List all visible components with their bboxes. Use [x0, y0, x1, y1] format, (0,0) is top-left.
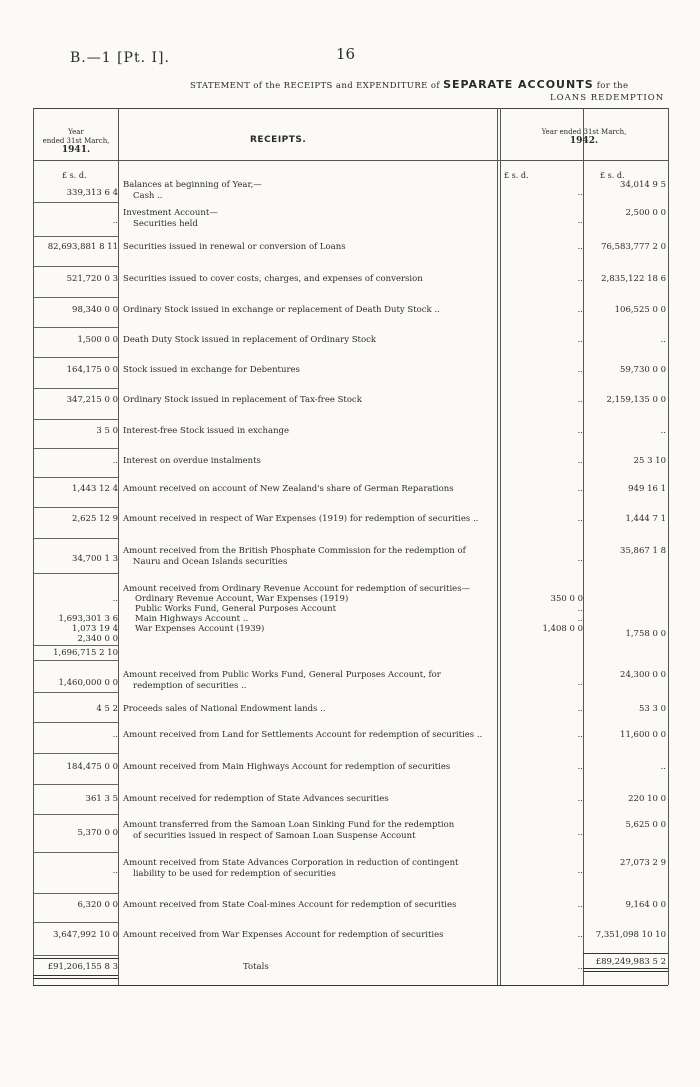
- column-header-1941: [34, 128, 118, 155]
- receipts-header: RECEIPTS.: [250, 135, 307, 145]
- value-1942: 949 16 1: [628, 484, 666, 494]
- row-divider: [33, 814, 118, 815]
- col-1942-year: 1942.: [569, 136, 599, 146]
- row-divider: [33, 784, 118, 785]
- value-1942: 53 3 0: [638, 704, 666, 714]
- row-description: Amount received from Land for Settlements Account for redemption of securities ..: [123, 730, 483, 740]
- row-divider: [33, 955, 118, 956]
- total-rule: [583, 968, 668, 969]
- total-rule: [583, 971, 668, 972]
- value-1941: 5,370 0 0: [77, 828, 118, 838]
- value-mid: ..: [577, 604, 583, 614]
- line-description: Public Works Fund, General Purposes Account: [135, 604, 337, 614]
- value-1942: 59,730 0 0: [620, 365, 666, 375]
- value-1942: 2,159,135 0 0: [606, 395, 666, 405]
- column-rule: [583, 108, 584, 985]
- column-rule: [497, 108, 498, 985]
- value-1941: 347,215 0 0: [66, 395, 118, 405]
- col-1941-year: 1941.: [61, 145, 91, 155]
- total-1941: £91,206,155 8 3: [47, 962, 118, 972]
- value-1942: 2,500 0 0: [625, 208, 666, 218]
- value-1941: 82,693,881 8 11: [47, 242, 118, 252]
- row-description-cont: liability to be used for redemption of securities: [133, 869, 336, 879]
- row-description: Amount received from State Coal-mines Account for redemption of securities: [123, 900, 457, 910]
- unit-mid: £ s. d.: [504, 171, 529, 180]
- value-mid: ..: [577, 866, 583, 876]
- row-description: Amount received from the British Phosphate Commission for the redemption of: [123, 546, 466, 556]
- value-1941: 2,340 0 0: [77, 634, 118, 644]
- total-rule: [33, 975, 118, 976]
- value-mid: ..: [577, 900, 583, 910]
- row-description-cont: of securities issued in respect of Samoan Loan Suspense Account: [133, 831, 416, 841]
- value-1941: 164,175 0 0: [66, 365, 118, 375]
- row-divider: [33, 419, 118, 420]
- title-bold: SEPARATE ACCOUNTS: [443, 78, 594, 91]
- row-description: Amount received from Public Works Fund, General Purposes Account, for: [123, 670, 441, 680]
- value-1942: 11,600 0 0: [620, 730, 666, 740]
- value-1941: ..: [112, 866, 118, 876]
- row-divider: [33, 388, 118, 389]
- value-mid: 350 0 0: [550, 594, 583, 604]
- value-mid: ..: [577, 762, 583, 772]
- value-mid: ..: [577, 242, 583, 252]
- row-divider: [33, 327, 118, 328]
- row-description: Amount received for redemption of State Advances securities: [123, 794, 389, 804]
- row-divider: [33, 507, 118, 508]
- row-description: Proceeds sales of National Endowment lands ..: [123, 704, 326, 714]
- value-mid: ..: [577, 678, 583, 688]
- value-1942: 2,835,122 18 6: [601, 274, 666, 284]
- column-rule: [500, 108, 501, 985]
- value-mid: ..: [577, 930, 583, 940]
- value-1942: 76,583,777 2 0: [601, 242, 666, 252]
- row-divider: [33, 852, 118, 853]
- value-1942: 1,758 0 0: [625, 629, 666, 639]
- title-suffix: for the: [596, 81, 629, 91]
- statement-title-line2: LOANS REDEMPTION: [550, 93, 665, 103]
- row-description: Interest-free Stock issued in exchange: [123, 426, 290, 436]
- value-1941: 2,625 12 9: [72, 514, 118, 524]
- row-description: Ordinary Stock issued in replacement of Tax-free Stock: [123, 395, 362, 405]
- value-1941: 521,720 0 3: [66, 274, 118, 284]
- row-divider: [33, 448, 118, 449]
- value-1941: 361 3 5: [85, 794, 118, 804]
- value-mid: ..: [577, 365, 583, 375]
- value-1941: 1,443 12 4: [72, 484, 118, 494]
- total-rule: [33, 978, 118, 979]
- statement-title: [190, 78, 628, 91]
- row-description: Stock issued in exchange for Debentures: [123, 365, 300, 375]
- value-1942: 1,444 7 1: [625, 514, 666, 524]
- row-description-cont: redemption of securities ..: [133, 681, 247, 691]
- value-mid: 1,408 0 0: [542, 624, 583, 634]
- value-mid: ..: [577, 188, 583, 198]
- value-1941: 98,340 0 0: [72, 305, 118, 315]
- subtotal-1941: 1,696,715 2 10: [53, 648, 118, 658]
- row-divider: [33, 297, 118, 298]
- line-description: Ordinary Revenue Account, War Expenses (1919): [135, 594, 349, 604]
- value-1942: 106,525 0 0: [614, 305, 666, 315]
- row-description: Death Duty Stock issued in replacement of Ordinary Stock: [123, 335, 376, 345]
- row-divider: [33, 645, 118, 646]
- value-mid: ..: [577, 828, 583, 838]
- row-description: Securities issued to cover costs, charges, and expenses of conversion: [123, 274, 423, 284]
- value-mid: ..: [577, 962, 583, 972]
- value-mid: ..: [577, 335, 583, 345]
- value-mid: ..: [577, 216, 583, 226]
- row-description-cont: Cash ..: [133, 191, 163, 201]
- value-1942: ..: [660, 762, 666, 772]
- value-1942: ..: [660, 426, 666, 436]
- value-1942: 220 10 0: [628, 794, 666, 804]
- row-divider: [33, 477, 118, 478]
- value-1941: 339,313 6 4: [66, 188, 118, 198]
- value-mid: ..: [577, 484, 583, 494]
- value-1941: 1,693,301 3 6: [58, 614, 118, 624]
- value-1941: ..: [112, 216, 118, 226]
- value-1942: 7,351,098 10 10: [595, 930, 666, 940]
- row-description: Amount received on account of New Zealand's share of German Reparations: [123, 484, 454, 494]
- col-1941-line1: Year: [68, 128, 84, 136]
- value-mid: ..: [577, 514, 583, 524]
- column-header-1942: [500, 128, 668, 146]
- value-1941: ..: [112, 594, 118, 604]
- row-divider: [33, 660, 118, 661]
- value-mid: ..: [577, 456, 583, 466]
- value-1942: 5,625 0 0: [625, 820, 666, 830]
- column-rule: [33, 108, 34, 985]
- col-1941-line2: ended 31st March,: [42, 137, 110, 145]
- row-divider: [33, 893, 118, 894]
- value-1941: ..: [112, 456, 118, 466]
- line-description: Main Highways Account ..: [135, 614, 249, 624]
- table-bottom: [33, 985, 668, 986]
- row-description: Amount received from War Expenses Account for redemption of securities: [123, 930, 444, 940]
- row-divider: [33, 722, 118, 723]
- value-1941: 1,073 19 4: [72, 624, 118, 634]
- col-1942-line1: Year ended 31st March,: [541, 128, 627, 136]
- value-1941: 6,320 0 0: [77, 900, 118, 910]
- value-mid: ..: [577, 395, 583, 405]
- value-mid: ..: [577, 704, 583, 714]
- value-1941: 3,647,992 10 0: [53, 930, 118, 940]
- document-reference: B.—1 [Pt. I].: [70, 50, 170, 66]
- value-1942: 34,014 9 5: [620, 180, 666, 190]
- row-divider: [33, 266, 118, 267]
- row-description: Amount received in respect of War Expenses (1919) for redemption of securities ..: [123, 514, 479, 524]
- row-description: Securities issued in renewal or conversion of Loans: [123, 242, 346, 252]
- value-1941: 1,500 0 0: [77, 335, 118, 345]
- value-mid: ..: [577, 794, 583, 804]
- value-1942: 27,073 2 9: [620, 858, 666, 868]
- page-number: 16: [336, 45, 356, 63]
- row-description: Ordinary Stock issued in exchange or replacement of Death Duty Stock ..: [123, 305, 440, 315]
- row-description: Investment Account—: [123, 208, 218, 218]
- unit-1941: £ s. d.: [62, 171, 87, 180]
- value-1941: 3 5 0: [96, 426, 118, 436]
- value-1941: 184,475 0 0: [66, 762, 118, 772]
- totals-label: Totals: [243, 962, 269, 972]
- value-1942: 24,300 0 0: [620, 670, 666, 680]
- row-description: Amount received from Main Highways Account for redemption of securities: [123, 762, 451, 772]
- row-description: Amount received from State Advances Corporation in reduction of contingent: [123, 858, 459, 868]
- value-1942: 25 3 10: [633, 456, 666, 466]
- row-divider: [33, 538, 118, 539]
- value-mid: ..: [577, 614, 583, 624]
- column-rule: [118, 108, 119, 985]
- value-1941: 1,460,000 0 0: [58, 678, 118, 688]
- value-1942: 35,867 1 8: [620, 546, 666, 556]
- value-1942: ..: [660, 335, 666, 345]
- row-divider: [33, 692, 118, 693]
- line-description: War Expenses Account (1939): [135, 624, 265, 634]
- value-1941: 34,700 1 3: [72, 554, 118, 564]
- value-1942: 9,164 0 0: [625, 900, 666, 910]
- total-1942: £89,249,983 5 2: [595, 957, 666, 967]
- row-divider: [33, 922, 118, 923]
- unit-1942: £ s. d.: [600, 171, 625, 180]
- total-rule: [33, 958, 118, 959]
- value-1941: ..: [112, 730, 118, 740]
- row-divider: [33, 357, 118, 358]
- value-mid: ..: [577, 305, 583, 315]
- row-description-cont: Nauru and Ocean Islands securities: [133, 557, 288, 567]
- row-divider: [33, 236, 118, 237]
- title-prefix: STATEMENT of the RECEIPTS and EXPENDITURE of: [190, 81, 440, 91]
- ordinary-desc: Amount received from Ordinary Revenue Account for redemption of securities—: [123, 584, 471, 594]
- row-description: Interest on overdue instalments: [123, 456, 261, 466]
- row-description: Amount transferred from the Samoan Loan Sinking Fund for the redemption: [123, 820, 455, 830]
- row-description-cont: Securities held: [133, 219, 198, 229]
- value-mid: ..: [577, 274, 583, 284]
- value-mid: ..: [577, 730, 583, 740]
- value-1941: 4 5 2: [96, 704, 118, 714]
- row-description: Balances at beginning of Year,—: [123, 180, 262, 190]
- row-divider: [33, 573, 118, 574]
- total-rule: [583, 953, 668, 954]
- row-divider: [33, 202, 118, 203]
- value-mid: ..: [577, 554, 583, 564]
- value-mid: ..: [577, 426, 583, 436]
- column-rule: [668, 108, 669, 985]
- header-rule: [33, 160, 668, 161]
- row-divider: [33, 753, 118, 754]
